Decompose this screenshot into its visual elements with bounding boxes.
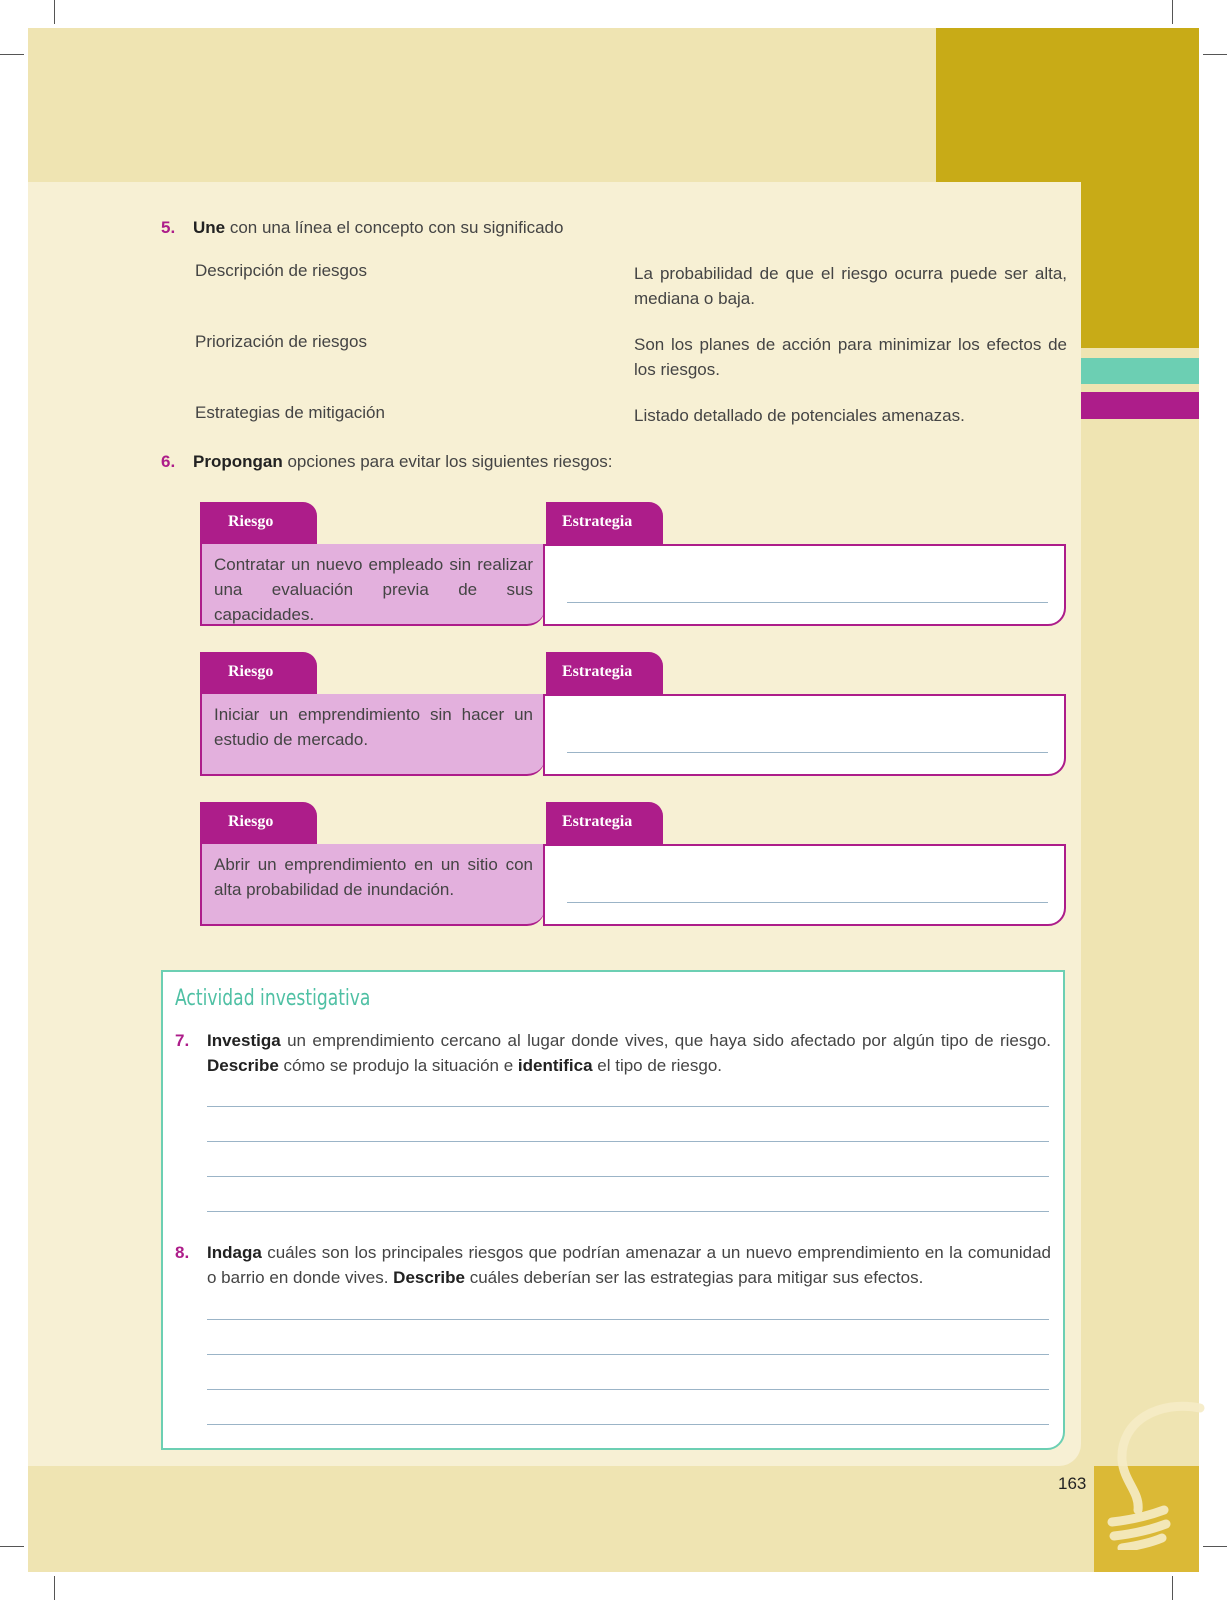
- crop-mark: [0, 1546, 24, 1547]
- risk-text: Abrir un emprendimiento en un sitio con alta probabilidad de inundación.: [200, 844, 545, 926]
- crop-mark: [0, 54, 24, 55]
- instruction-verb: identifica: [517, 1056, 593, 1075]
- answer-line[interactable]: [207, 1354, 1049, 1355]
- risk-tab: Riesgo: [200, 652, 317, 694]
- instruction-rest: con una línea el concepto con su significado: [225, 218, 564, 237]
- question-text: [207, 1028, 1051, 1078]
- answer-line[interactable]: [567, 752, 1048, 753]
- question-number: 7.: [175, 1031, 190, 1050]
- strategy-tab: Estrategia: [546, 652, 663, 694]
- strategy-answer-box[interactable]: [543, 544, 1066, 626]
- crop-mark: [1172, 0, 1173, 24]
- strategy-tab: Estrategia: [546, 502, 663, 544]
- crop-mark: [54, 0, 55, 24]
- answer-line[interactable]: [207, 1389, 1049, 1390]
- answer-line[interactable]: [207, 1319, 1049, 1320]
- instruction-verb: Describe: [393, 1268, 465, 1287]
- instruction-verb: Investiga: [207, 1031, 281, 1050]
- crop-mark: [1172, 1576, 1173, 1600]
- answer-line[interactable]: [207, 1176, 1049, 1177]
- risk-tab: Riesgo: [200, 502, 317, 544]
- instruction-verb: Propongan: [193, 452, 283, 471]
- decorative-magenta-stripe: [1080, 392, 1199, 419]
- answer-line[interactable]: [207, 1106, 1049, 1107]
- instruction-rest: cómo se produjo la situación e: [278, 1056, 518, 1075]
- answer-line[interactable]: [207, 1424, 1049, 1425]
- risk-text: Iniciar un emprendimiento sin hacer un estudio de mercado.: [200, 694, 545, 776]
- question-text: [193, 449, 613, 474]
- question-number: 5.: [161, 218, 176, 237]
- risk-row: [200, 652, 1066, 777]
- question-text: [193, 215, 563, 240]
- meaning-item[interactable]: Son los planes de acción para minimizar los efectos de los riesgos.: [634, 335, 1067, 379]
- instruction-rest: un emprendimiento cercano al lugar donde vives, que haya sido afectado por algún tipo de riesgo.: [280, 1031, 1051, 1050]
- question-number: 6.: [161, 452, 176, 471]
- concept-item[interactable]: Priorización de riesgos: [195, 332, 367, 351]
- question-8: [175, 1240, 1051, 1290]
- instruction-rest: cuáles deberían ser las estrategias para mitigar sus efectos.: [465, 1268, 924, 1287]
- risk-row: [200, 802, 1066, 927]
- strategy-answer-box[interactable]: [543, 694, 1066, 776]
- activity-title: Actividad investigativa: [175, 986, 371, 1011]
- strategy-tab: Estrategia: [546, 802, 663, 844]
- risk-row: [200, 502, 1066, 627]
- research-activity-box: [161, 970, 1065, 1450]
- question-text: [207, 1240, 1051, 1290]
- meaning-item[interactable]: Listado detallado de potenciales amenazas.: [634, 406, 965, 425]
- instruction-rest: el tipo de riesgo.: [592, 1056, 723, 1075]
- page-number: 163: [1058, 1474, 1087, 1493]
- question-number: 8.: [175, 1243, 190, 1262]
- lightbulb-icon: [1100, 1400, 1210, 1550]
- answer-line[interactable]: [207, 1141, 1049, 1142]
- decorative-teal-stripe: [1080, 358, 1199, 384]
- concept-item[interactable]: Descripción de riesgos: [195, 261, 367, 280]
- question-7: [175, 1028, 1051, 1078]
- answer-line[interactable]: [207, 1211, 1049, 1212]
- crop-mark: [54, 1576, 55, 1600]
- concept-item[interactable]: Estrategias de mitigación: [195, 403, 385, 422]
- risk-tab: Riesgo: [200, 802, 317, 844]
- answer-line[interactable]: [567, 902, 1048, 903]
- instruction-rest: opciones para evitar los siguientes riesgos:: [282, 452, 613, 471]
- instruction-verb: Indaga: [207, 1243, 262, 1262]
- instruction-verb: Describe: [207, 1056, 279, 1075]
- strategy-answer-box[interactable]: [543, 844, 1066, 926]
- instruction-verb: Une: [193, 218, 226, 237]
- risk-text: Contratar un nuevo empleado sin realizar una evaluación previa de sus capacidades.: [200, 544, 545, 626]
- instruction-rest: cuáles son los principales riesgos que podrían amenazar a un nuevo emprendimiento en la comunidad o barrio en donde vives.: [207, 1243, 1051, 1287]
- meaning-item[interactable]: La probabilidad de que el riesgo ocurra puede ser alta, mediana o baja.: [634, 264, 1067, 308]
- answer-line[interactable]: [567, 602, 1048, 603]
- crop-mark: [1203, 54, 1227, 55]
